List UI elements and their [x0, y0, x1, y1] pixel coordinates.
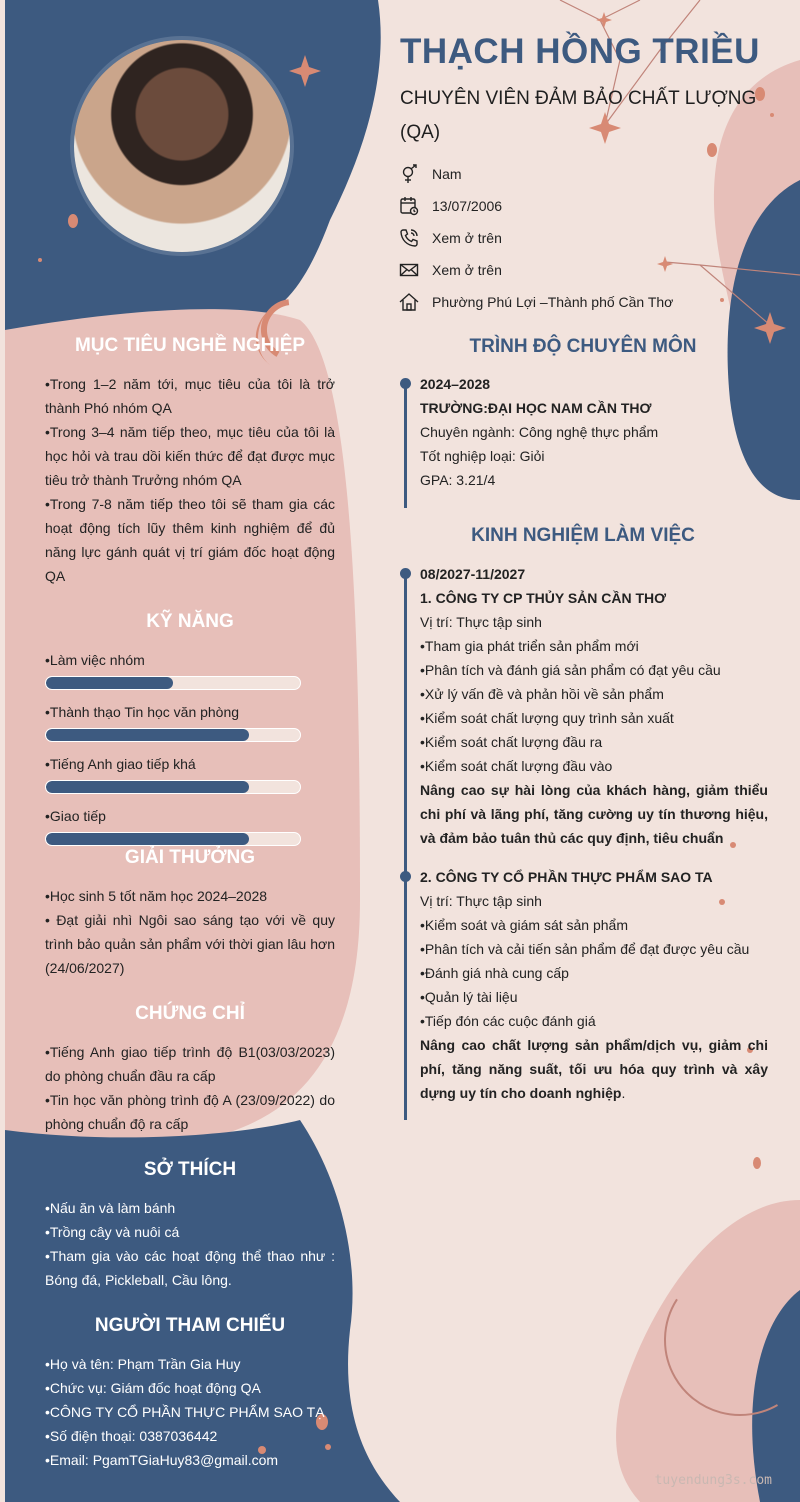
- education-period: 2024–2028: [420, 376, 491, 392]
- objective-item: •Trong 7-8 năm tiếp theo tôi sẽ tham gia các hoạt động tích lũy thêm kinh nghiệm để đủ năng lực gánh quát vị trí giám đốc hoạt động QA: [45, 496, 335, 584]
- timeline-line: [404, 380, 407, 508]
- objective-item: •Trong 1–2 năm tới, mục tiêu của tôi là trở thành Phó nhóm QA: [45, 376, 335, 416]
- education-major: Chuyên ngành: Công nghệ thực phẩm: [420, 424, 659, 440]
- contact-text: Nam: [432, 166, 462, 182]
- skill-label: •Làm việc nhóm: [45, 652, 145, 668]
- skill-bar-fill: [46, 729, 249, 741]
- job-task: •Kiểm soát chất lượng quy trình sản xuất: [420, 710, 674, 726]
- experience-title: KINH NGHIỆM LÀM VIỆC: [471, 525, 695, 546]
- job-task: •Xử lý vấn đề và phản hồi về sản phẩm: [420, 686, 664, 702]
- job-task: •Kiểm soát chất lượng đầu ra: [420, 734, 603, 750]
- contact-text: Xem ở trên: [432, 262, 502, 278]
- job-company: 1. CÔNG TY CP THỦY SẢN CẦN THƠ: [420, 590, 667, 606]
- certificate-item: •Tin học văn phòng trình độ A (23/09/2022) do phòng chuẩn độ ra cấp: [45, 1092, 335, 1132]
- hobbies-title: SỞ THÍCH: [143, 1159, 237, 1180]
- contact-text: 13/07/2006: [432, 198, 503, 214]
- timeline-dot: [400, 871, 411, 882]
- job-task: •Kiểm soát chất lượng đầu vào: [420, 758, 613, 774]
- education-school: TRƯỜNG:ĐẠI HỌC NAM CẦN THƠ: [420, 400, 652, 416]
- contact-birthday: [398, 190, 778, 222]
- job-task: •Tham gia phát triển sản phẩm mới: [420, 638, 639, 654]
- objective-section: [45, 372, 335, 588]
- contact-email[interactable]: [398, 254, 778, 286]
- phone-icon: [398, 227, 420, 249]
- contact-phone[interactable]: [398, 222, 778, 254]
- skill-label: •Giao tiếp: [45, 808, 106, 824]
- candidate-name: THẠCH HỒNG TRIỀU: [400, 32, 760, 71]
- reference-item: •Họ và tên: Phạm Trần Gia Huy: [45, 1356, 241, 1372]
- objective-item: •Trong 3–4 năm tiếp theo, mục tiêu của tôi là học hỏi và trau dồi kiến thức để đạt được mục tiêu trở thành Trưởng nhóm QA: [45, 424, 335, 488]
- skills-title: KỸ NĂNG: [146, 611, 234, 632]
- reference-item: •Số điện thoại: 0387036442: [45, 1428, 218, 1444]
- contact-list: [398, 158, 778, 318]
- mail-icon: [398, 259, 420, 281]
- education-title: TRÌNH ĐỘ CHUYÊN MÔN: [469, 336, 697, 357]
- certificates-title: CHỨNG CHỈ: [135, 1003, 245, 1024]
- education-grade: Tốt nghiệp loại: Giỏi: [420, 448, 545, 464]
- references-title: NGƯỜI THAM CHIẾU: [94, 1315, 286, 1336]
- job-task: •Đánh giá nhà cung cấp: [420, 965, 569, 981]
- skill-bar-fill: [46, 781, 249, 793]
- award-item: • Đạt giải nhì Ngôi sao sáng tạo với về quy trình bảo quản sản phẩm với thời gian lâu hơn (24/06/2027): [45, 912, 335, 976]
- job-company: 2. CÔNG TY CỔ PHẦN THỰC PHẨM SAO TA: [420, 869, 713, 885]
- references-section: [45, 1352, 335, 1472]
- skill-bar: [45, 780, 301, 794]
- job-entry: [420, 562, 768, 850]
- job-entry: [420, 865, 768, 1105]
- job-position: Vị trí: Thực tập sinh: [420, 614, 542, 630]
- job-task: •Phân tích và cải tiến sản phẩm để đạt được yêu cầu: [420, 941, 750, 957]
- certificates-section: [45, 1040, 335, 1136]
- home-icon: [398, 291, 420, 313]
- candidate-role: CHUYÊN VIÊN ĐẢM BẢO CHẤT LƯỢNG (QA): [400, 88, 757, 143]
- profile-photo: [74, 40, 290, 252]
- award-item: •Học sinh 5 tốt năm học 2024–2028: [45, 888, 268, 904]
- education-gpa: GPA: 3.21/4: [420, 472, 496, 488]
- job-summary-text: Nâng cao chất lượng sản phẩm/dịch vụ, giảm chi phí, tăng năng suất, tối ưu hóa quy trình và xây dựng uy tín cho doanh nghiệp: [420, 1037, 768, 1101]
- hobbies-section: [45, 1196, 335, 1292]
- timeline-line: [404, 570, 407, 1120]
- timeline-dot: [400, 568, 411, 579]
- job-task: •Phân tích và đánh giá sản phẩm có đạt yêu cầu: [420, 662, 721, 678]
- job-summary: Nâng cao chất lượng sản phẩm/dịch vụ, giảm chi phí, tăng năng suất, tối ưu hóa quy trình và xây dựng uy tín cho doanh nghiệp.: [420, 1037, 768, 1101]
- job-position: Vị trí: Thực tập sinh: [420, 893, 542, 909]
- reference-item[interactable]: •Email: PgamTGiaHuy83@gmail.com: [45, 1452, 279, 1468]
- timeline-dot: [400, 378, 411, 389]
- awards-title: GIẢI THƯỞNG: [124, 847, 256, 868]
- skill-label: •Thành thạo Tin học văn phòng: [45, 704, 240, 720]
- reference-item: •CÔNG TY CỔ PHẦN THỰC PHẨM SAO TẠ: [45, 1404, 325, 1420]
- hobby-item: •Tham gia vào các hoạt động thể thao như : Bóng đá, Pickleball, Cầu lông.: [45, 1248, 335, 1288]
- certificate-item: •Tiếng Anh giao tiếp trình độ B1(03/03/2023) do phòng chuẩn đầu ra cấp: [45, 1044, 335, 1084]
- skill-label: •Tiếng Anh giao tiếp khá: [45, 756, 196, 772]
- contact-address: [398, 286, 778, 318]
- gender-icon: [398, 163, 420, 185]
- skill-bar-fill: [46, 677, 173, 689]
- skill-bar: [45, 832, 301, 846]
- skill-bar-fill: [46, 833, 249, 845]
- contact-gender: [398, 158, 778, 190]
- job-summary: Nâng cao sự hài lòng của khách hàng, giảm thiểu chi phí và lãng phí, tăng cường uy tín thương hiệu, và đảm bảo tuân thủ các quy định, tiêu chuẩn: [420, 782, 768, 846]
- hobby-item: •Nấu ăn và làm bánh: [45, 1200, 176, 1216]
- awards-section: [45, 884, 335, 980]
- calendar-icon: [398, 195, 420, 217]
- skill-bar: [45, 676, 301, 690]
- watermark: tuyendung3s.com: [654, 1473, 772, 1488]
- contact-text: Phường Phú Lợi –Thành phố Cần Thơ: [432, 294, 674, 310]
- skills-section: [45, 648, 335, 856]
- reference-item: •Chức vụ: Giám đốc hoạt động QA: [45, 1380, 261, 1396]
- job-task: •Quản lý tài liệu: [420, 989, 518, 1005]
- education-entry: [420, 372, 768, 492]
- job-task: •Kiểm soát và giám sát sản phẩm: [420, 917, 628, 933]
- skill-bar: [45, 728, 301, 742]
- contact-text: Xem ở trên: [432, 230, 502, 246]
- objective-title: MỤC TIÊU NGHỀ NGHIỆP: [74, 335, 306, 356]
- hobby-item: •Trồng cây và nuôi cá: [45, 1224, 180, 1240]
- job-task: •Tiếp đón các cuộc đánh giá: [420, 1013, 596, 1029]
- job-period: 08/2027-11/2027: [420, 566, 526, 582]
